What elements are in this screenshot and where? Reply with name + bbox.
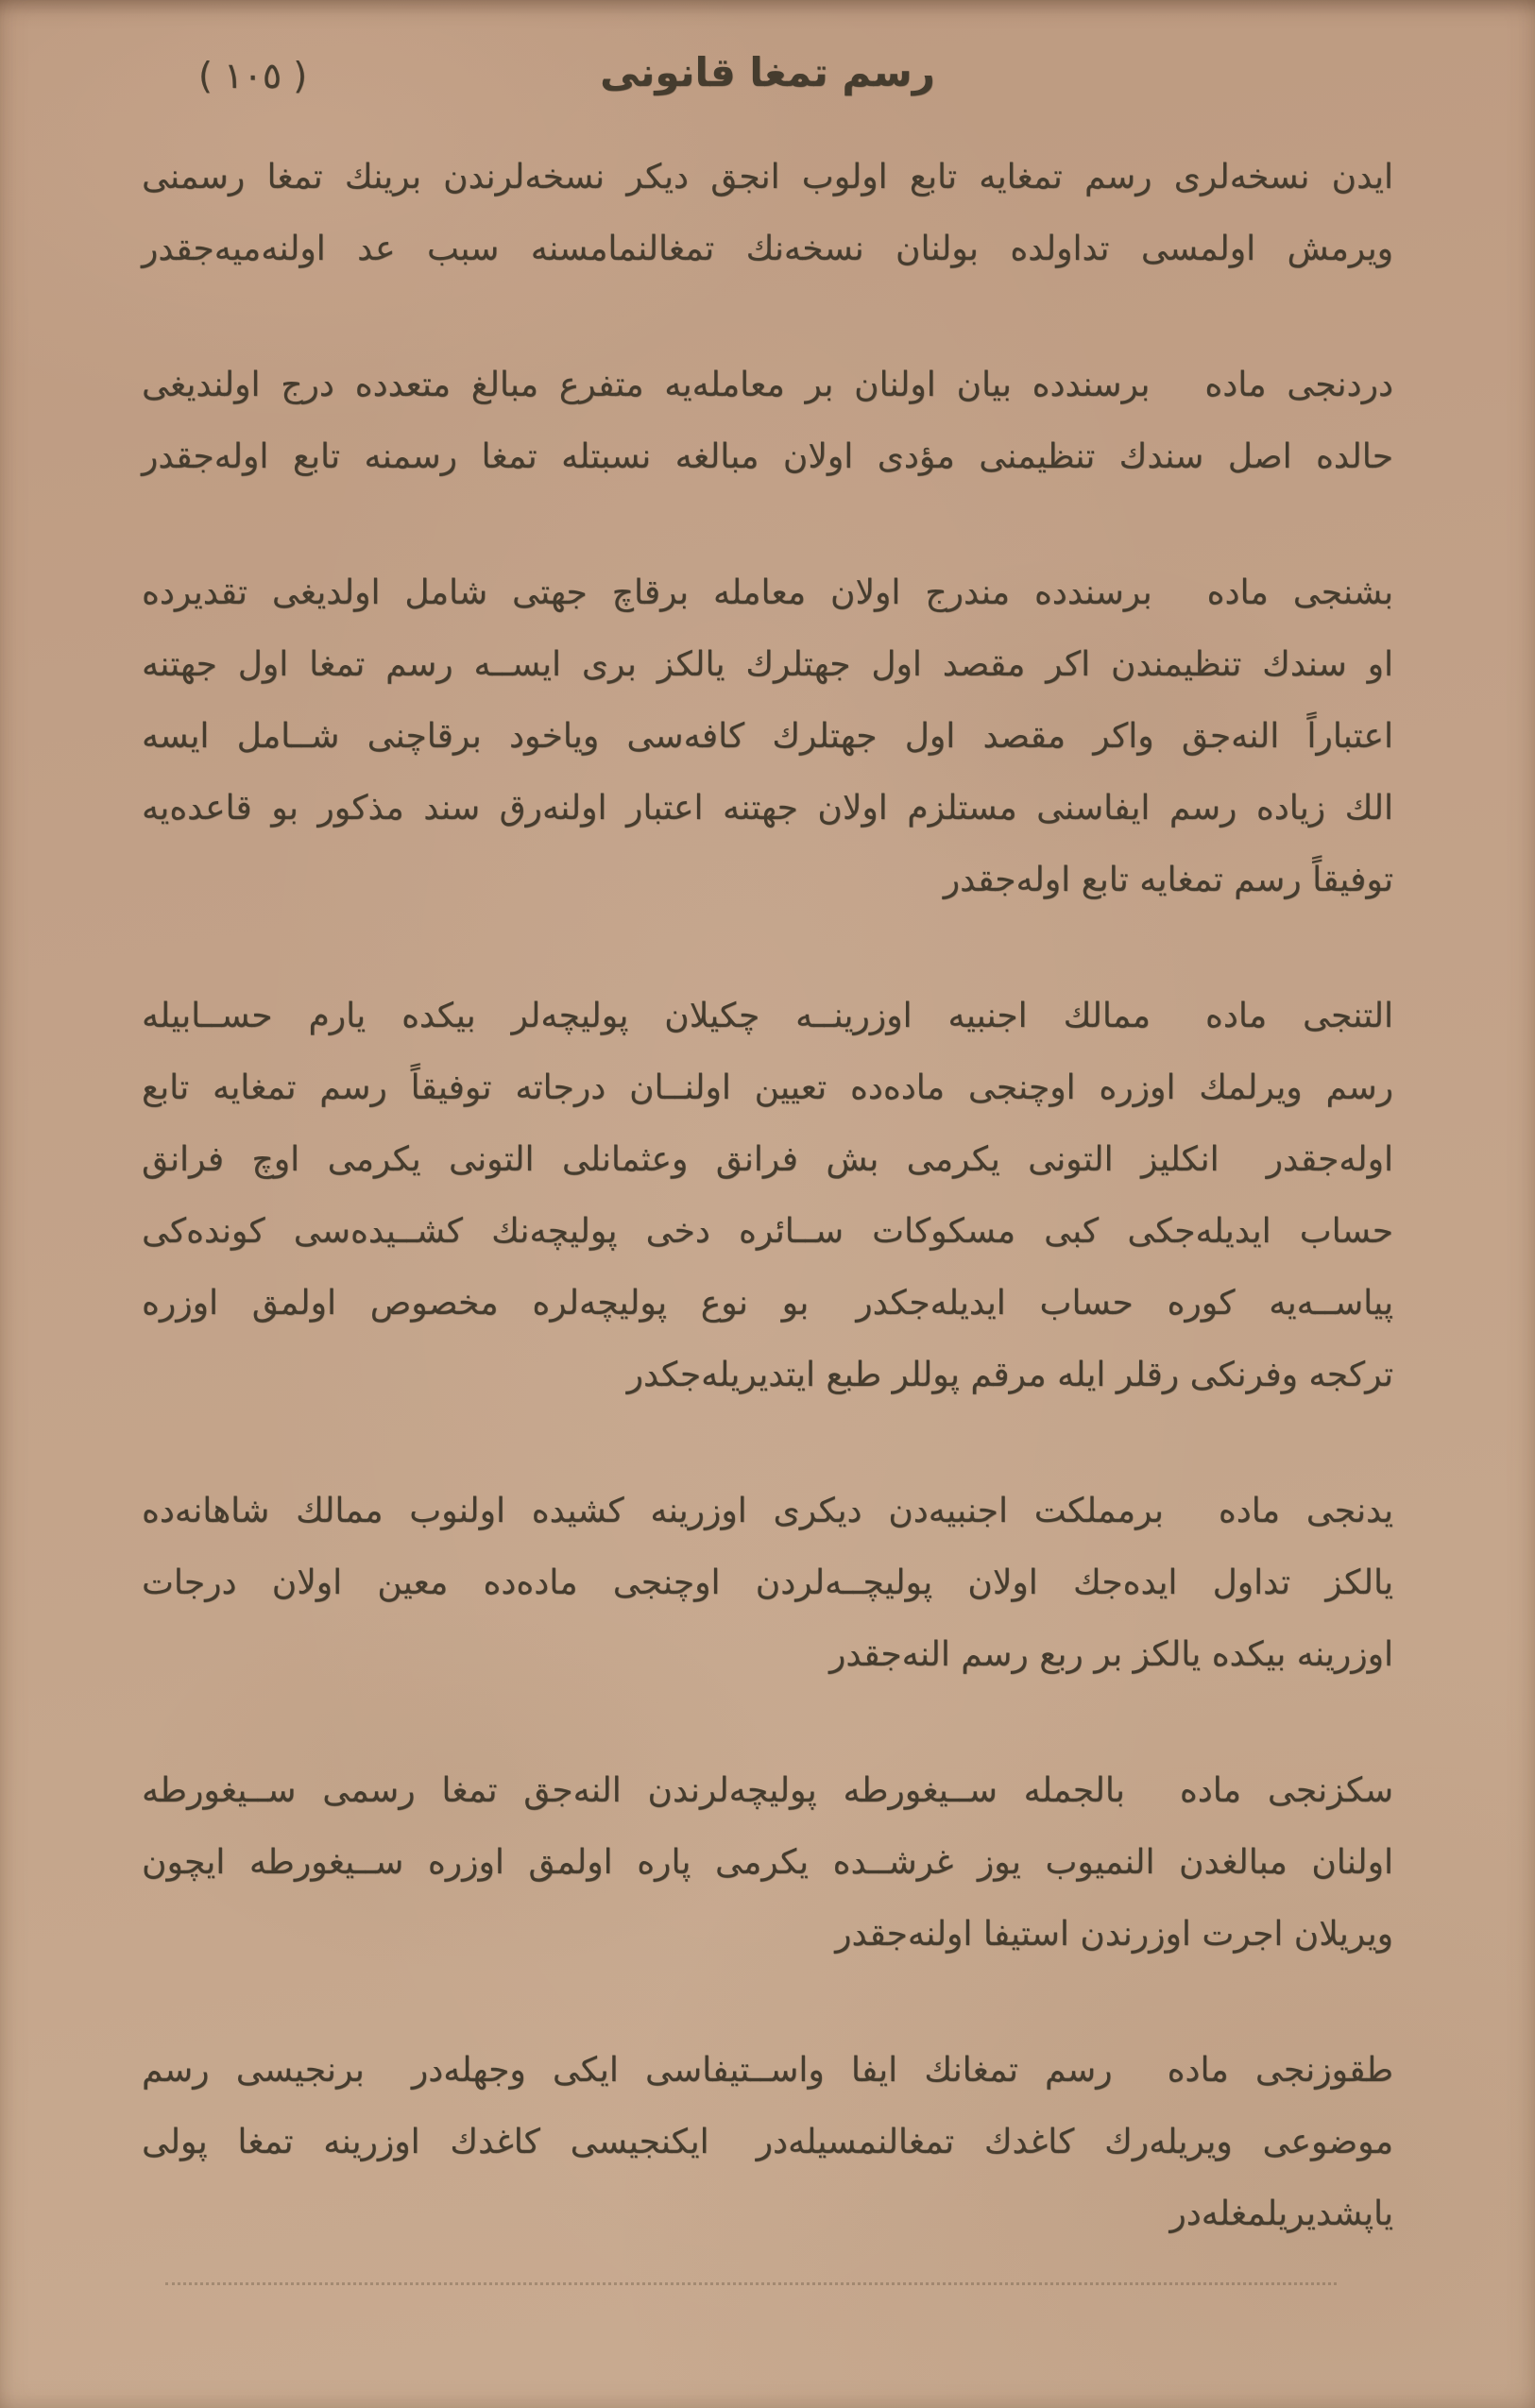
text-segment: اوزرينه بيكده يالكز بر ربع رسم النه‌جقدر <box>828 1635 1393 1674</box>
article-paragraph <box>142 557 1393 916</box>
text-line <box>142 1547 1393 1619</box>
text-line <box>142 1476 1393 1547</box>
text-segment: ايكنجيسى كاغدك اوزرينه تمغا پولى <box>142 2123 709 2161</box>
text-segment: او سندك تنظيمندن اكر مقصد اول جهتلرك يالكز برى ايســه رسم تمغا اول جهتنه <box>142 645 1393 684</box>
text-segment: برسندده مندرج اولان معامله برقاچ جهتى شامل اولديغى تقديرده <box>142 573 1152 612</box>
text-line <box>142 557 1393 629</box>
text-segment: رسم تمغانك ايفا واســتيفاسى ايكى وجهله‌در <box>411 2051 1113 2090</box>
text-segment: برنجيسى رسم <box>142 2051 365 2090</box>
article-label: سكزنجى ماده <box>1179 1771 1394 1810</box>
text-segment: بو نوع پوليچه‌لره مخصوص اولمق اوزره <box>142 1284 810 1323</box>
text-segment: ويرمش اولمسى تداولده بولنان نسخه‌نك تمغالنمامسنه سبب عد اولنه‌ميه‌جقدر <box>142 230 1393 268</box>
text-line <box>142 2035 1393 2107</box>
text-segment: ياپشديريلمغله‌در <box>1169 2195 1393 2233</box>
text-line <box>142 1899 1393 1971</box>
text-segment: پياســه‌يه كوره حساب ايديله‌جكدر <box>856 1284 1394 1323</box>
article-paragraph <box>142 981 1393 1411</box>
article-paragraph <box>142 1755 1393 1971</box>
text-segment: ايدن نسخه‌لرى رسم تمغايه تابع اولوب انجق ديكر نسخه‌لرندن برينك تمغا رسمنى <box>142 158 1393 196</box>
text-segment: حساب ايديله‌جكى كبى مسكوكات ســائره دخى پوليچه‌نك كشــيده‌سى كونده‌كى <box>142 1212 1393 1251</box>
text-line <box>142 350 1393 421</box>
segment-gap <box>709 2152 757 2153</box>
article-paragraph <box>142 2035 1393 2250</box>
text-line <box>142 421 1393 493</box>
text-segment: برسندده بيان اولنان بر معامله‌يه متفرع مبالغ متعدده درج اولنديغى <box>142 366 1151 404</box>
text-segment: انكليز التونى يكرمى بش فرانق وعثمانلى التونى يكرمى اوچ فرانق <box>142 1140 1219 1179</box>
text-block <box>142 142 1393 2250</box>
text-line <box>142 1268 1393 1340</box>
article-label: يدنجى ماده <box>1218 1492 1393 1530</box>
text-segment: يالكز تداول ايده‌جك اولان پوليچــه‌لردن اوچنجى ماده‌ده معين اولان درجات <box>142 1563 1393 1602</box>
text-segment: اولنان مبالغدن النميوب يوز غرشــده يكرمى پاره اولمق اوزره ســيغورطه ايچون <box>142 1843 1393 1882</box>
text-line <box>142 142 1393 213</box>
text-line <box>142 1340 1393 1411</box>
article-label: طقوزنجى ماده <box>1167 2051 1394 2090</box>
text-segment: اوله‌جقدر <box>1266 1140 1393 1179</box>
text-segment: اعتباراً النه‌جق واكر مقصد اول جهتلرك كافه‌سى وياخود برقاچنى شــامل ايسه <box>142 717 1393 756</box>
text-line <box>142 629 1393 701</box>
page-number: ( ١٠٥ ) <box>198 55 308 96</box>
text-segment: برمملكت اجنبيه‌دن ديكرى اوزرينه كشيده اولنوب ممالك شاهانه‌ده <box>142 1492 1164 1530</box>
text-line <box>142 1052 1393 1124</box>
text-segment: بالجمله ســيغورطه پوليچه‌لرندن النه‌جق تمغا رسمى ســيغورطه <box>142 1771 1125 1810</box>
article-label: التنجى ماده <box>1204 997 1393 1035</box>
text-line <box>142 701 1393 773</box>
article-label: بشنجى ماده <box>1206 573 1393 612</box>
label-gap <box>1151 1026 1205 1027</box>
text-line <box>142 1196 1393 1268</box>
text-line <box>142 2107 1393 2178</box>
label-gap <box>1152 603 1207 604</box>
article-label: دردنجى ماده <box>1204 366 1393 404</box>
text-segment: حالده اصل سندك تنظيمنى مؤدى اولان مبالغه نسبتله تمغا رسمنه تابع اوله‌جقدر <box>142 437 1393 476</box>
faded-footnote-rule <box>165 2282 1337 2285</box>
text-line <box>142 1619 1393 1691</box>
text-line <box>142 1827 1393 1899</box>
text-segment: رسم ويرلمك اوزره اوچنجى ماده‌ده تعيين اولنــان درجاته توفيقاً رسم تمغايه تابع <box>142 1068 1393 1107</box>
article-paragraph <box>142 142 1393 285</box>
label-gap <box>1125 1801 1180 1802</box>
text-segment: ويريلان اجرت اوزرندن استيفا اولنه‌جقدر <box>835 1915 1393 1954</box>
text-segment: موضوعى ويريله‌رك كاغدك تمغالنمسيله‌در <box>756 2123 1393 2161</box>
page-title: رسم تمغا قانونى <box>600 49 935 95</box>
text-line <box>142 1755 1393 1827</box>
label-gap <box>1150 395 1204 396</box>
text-segment: توفيقاً رسم تمغايه تابع اوله‌جقدر <box>943 861 1393 899</box>
segment-gap <box>365 2080 412 2081</box>
label-gap <box>1113 2080 1168 2081</box>
text-segment: تركجه وفرنكى رقلر ايله مرقم پوللر طبع ايتديريله‌جكدر <box>626 1356 1393 1394</box>
text-line <box>142 773 1393 845</box>
segment-gap <box>809 1313 856 1314</box>
text-segment: الك زياده رسم ايفاسنى مستلزم اولان جهتنه اعتبار اولنه‌رق سند مذكور بو قاعده‌يه <box>142 789 1393 828</box>
article-paragraph <box>142 1476 1393 1691</box>
text-segment: ممالك اجنبيه اوزرينــه چكيلان پوليچه‌لر بيكده يارم حســابيله <box>142 997 1151 1035</box>
text-line <box>142 1124 1393 1196</box>
article-paragraph <box>142 350 1393 493</box>
text-line <box>142 981 1393 1052</box>
label-gap <box>1164 1521 1219 1522</box>
page-header <box>0 49 1535 134</box>
text-line <box>142 2178 1393 2250</box>
text-line <box>142 213 1393 285</box>
text-line <box>142 845 1393 916</box>
